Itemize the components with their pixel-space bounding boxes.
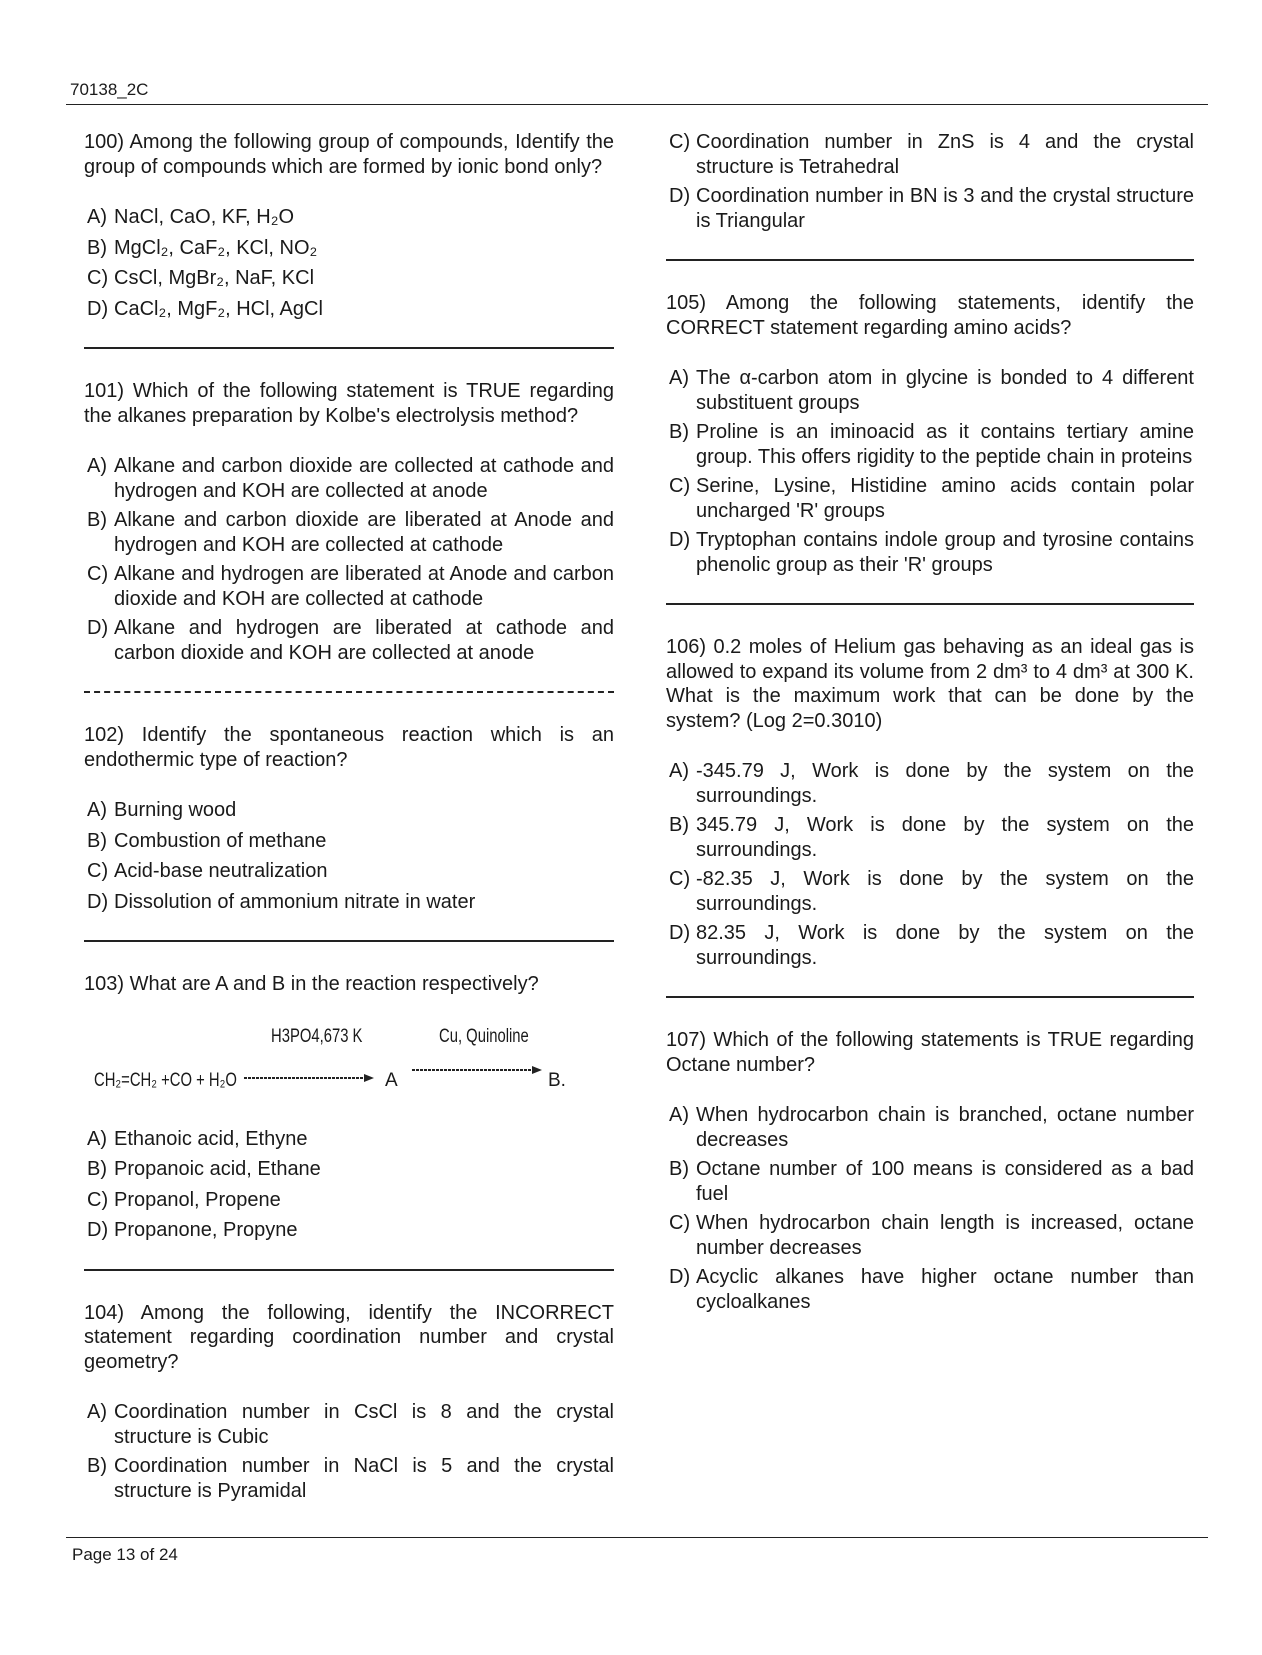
option-text: Propanone, Propyne [114, 1219, 298, 1241]
option-letter: D) [87, 617, 109, 639]
product-a: A [385, 1069, 398, 1091]
option-text: 82.35 J, Work is done by the system on the surroundings. [696, 922, 1194, 969]
reaction-scheme [84, 1025, 614, 1105]
option-letter: A) [87, 455, 107, 477]
option-d [84, 1218, 614, 1243]
option-text: Coordination number in BN is 3 and the crystal structure is Triangular [696, 185, 1194, 232]
option-b [84, 1157, 614, 1182]
option-list [84, 1127, 614, 1243]
option-letter: B) [669, 1158, 689, 1180]
option-list [666, 759, 1194, 970]
option-letter: B) [87, 509, 107, 531]
option-letter: A) [669, 1104, 689, 1126]
option-b [84, 236, 614, 261]
option-letter: D) [669, 529, 691, 551]
option-text: Proline is an iminoacid as it contains tertiary amine group. This offers rigidity to the peptide chain in proteins [696, 421, 1194, 468]
option-text: Alkane and carbon dioxide are collected at cathode and hydrogen and KOH are collected at anode [114, 455, 614, 502]
option-letter: C) [669, 475, 691, 497]
option-a [84, 1127, 614, 1152]
question-stem: 107) Which of the following statements is TRUE regarding Octane number? [666, 1029, 1194, 1076]
question-stem: 102) Identify the spontaneous reaction which is an endothermic type of reaction? [84, 724, 614, 771]
option-d [84, 890, 614, 915]
reaction-condition-2: Cu, Quinoline [439, 1025, 529, 1047]
option-c [666, 474, 1194, 523]
option-text: MgCl₂, CaF₂, KCl, NO₂ [114, 236, 318, 259]
option-text: -82.35 J, Work is done by the system on the surroundings. [696, 868, 1194, 915]
option-letter: C) [87, 1188, 109, 1211]
question-separator [84, 347, 614, 349]
option-text: -345.79 J, Work is done by the system on the surroundings. [696, 760, 1194, 807]
option-text: Coordination number in ZnS is 4 and the crystal structure is Tetrahedral [696, 131, 1194, 178]
option-list [84, 454, 614, 665]
left-column [84, 130, 614, 1508]
question-separator [666, 259, 1194, 261]
option-letter: A) [87, 799, 107, 821]
option-list [84, 798, 614, 914]
footer-rule [66, 1537, 1208, 1538]
option-list [84, 205, 614, 321]
option-letter: B) [87, 236, 107, 259]
option-a [84, 1400, 614, 1449]
option-d [666, 921, 1194, 970]
option-c [84, 1188, 614, 1213]
question-104 [84, 1301, 614, 1504]
option-d [666, 1265, 1194, 1314]
option-text: Alkane and hydrogen are liberated at Anode and carbon dioxide and KOH are collected at cathode [114, 563, 614, 610]
option-c [666, 1211, 1194, 1260]
page-number: Page 13 of 24 [72, 1545, 178, 1564]
option-list [666, 366, 1194, 577]
option-a [666, 366, 1194, 415]
option-letter: C) [87, 860, 109, 882]
option-letter: A) [87, 1401, 107, 1423]
question-stem: 100) Among the following group of compounds, Identify the group of compounds which are formed by ionic bond only? [84, 131, 614, 178]
option-b [666, 420, 1194, 469]
option-text: The α-carbon atom in glycine is bonded to 4 different substituent groups [696, 367, 1194, 414]
option-text: Combustion of methane [114, 829, 327, 852]
question-separator [84, 1269, 614, 1271]
reaction-condition-1: H3PO4,673 K [271, 1025, 363, 1047]
option-b [84, 508, 614, 557]
option-text: NaCl, CaO, KF, H₂O [114, 206, 295, 228]
reaction-arrow-icon [412, 1065, 542, 1075]
option-d [666, 184, 1194, 233]
option-letter: B) [87, 829, 107, 852]
question-stem: 105) Among the following statements, identify the CORRECT statement regarding amino acids? [666, 292, 1194, 339]
option-a [84, 205, 614, 230]
header-rule [66, 104, 1208, 105]
question-103 [84, 972, 614, 1243]
option-c [84, 562, 614, 611]
option-letter: B) [87, 1158, 107, 1180]
option-text: Octane number of 100 means is considered as a bad fuel [696, 1158, 1194, 1205]
option-letter: C) [669, 1212, 691, 1234]
question-stem: 106) 0.2 moles of Helium gas behaving as an ideal gas is allowed to expand its volume from 2 dm³ to 4 dm³ at 300 K. What is the maximum work that can be done by the system? (Log 2=0.3010) [666, 636, 1194, 732]
option-letter: C) [87, 267, 109, 289]
option-list [666, 1103, 1194, 1314]
option-letter: D) [669, 922, 691, 944]
question-105 [666, 291, 1194, 577]
option-text: Burning wood [114, 799, 237, 821]
option-letter: A) [669, 760, 689, 782]
option-c [666, 867, 1194, 916]
option-letter: D) [669, 1266, 691, 1288]
option-letter: D) [87, 890, 109, 913]
right-column [666, 130, 1194, 1319]
option-c [84, 859, 614, 884]
option-letter: B) [669, 814, 689, 836]
option-text: Serine, Lysine, Histidine amino acids contain polar uncharged 'R' groups [696, 475, 1194, 522]
question-106 [666, 635, 1194, 970]
option-letter: A) [87, 1127, 107, 1150]
option-text: Propanol, Propene [114, 1188, 281, 1211]
option-text: When hydrocarbon chain length is increased, octane number decreases [696, 1212, 1194, 1259]
question-separator [84, 940, 614, 942]
option-text: Acyclic alkanes have higher octane number than cycloalkanes [696, 1266, 1194, 1313]
option-list [84, 1400, 614, 1503]
option-text: Dissolution of ammonium nitrate in water [114, 890, 476, 913]
option-b [666, 813, 1194, 862]
option-letter: D) [87, 297, 109, 320]
option-letter: A) [669, 367, 689, 389]
option-letter: A) [87, 206, 107, 228]
question-stem: 103) What are A and B in the reaction respectively? [84, 973, 539, 995]
option-d [84, 616, 614, 665]
option-c [666, 130, 1194, 179]
option-text: Ethanoic acid, Ethyne [114, 1127, 308, 1150]
option-letter: D) [669, 185, 691, 207]
question-107 [666, 1028, 1194, 1314]
reaction-arrow-icon [244, 1073, 374, 1083]
option-text: Alkane and carbon dioxide are liberated at Anode and hydrogen and KOH are collected at cathode [114, 509, 614, 556]
option-text: CaCl₂, MgF₂, HCl, AgCl [114, 297, 323, 320]
option-a [666, 759, 1194, 808]
question-100 [84, 130, 614, 321]
question-stem: 101) Which of the following statement is TRUE regarding the alkanes preparation by Kolbe's electrolysis method? [84, 380, 614, 427]
question-101 [84, 379, 614, 665]
option-b [84, 1454, 614, 1503]
option-c [84, 266, 614, 291]
option-letter: C) [669, 868, 691, 890]
option-letter: B) [87, 1455, 107, 1477]
option-text: Coordination number in NaCl is 5 and the crystal structure is Pyramidal [114, 1455, 614, 1502]
option-text: Tryptophan contains indole group and tyrosine contains phenolic group as their 'R' groups [696, 529, 1194, 576]
option-d [84, 297, 614, 322]
option-d [666, 528, 1194, 577]
option-letter: C) [669, 131, 691, 153]
option-letter: B) [669, 421, 689, 443]
option-letter: D) [87, 1219, 109, 1241]
option-text: When hydrocarbon chain is branched, octane number decreases [696, 1104, 1194, 1151]
option-text: CsCl, MgBr₂, NaF, KCl [114, 267, 315, 289]
option-text: Coordination number in CsCl is 8 and the crystal structure is Cubic [114, 1401, 614, 1448]
option-text: Propanoic acid, Ethane [114, 1158, 321, 1180]
option-a [84, 454, 614, 503]
option-letter: C) [87, 563, 109, 585]
option-text: 345.79 J, Work is done by the system on the surroundings. [696, 814, 1194, 861]
option-b [666, 1157, 1194, 1206]
option-list-continued [666, 130, 1194, 233]
option-text: Acid-base neutralization [114, 860, 328, 882]
product-b: B. [548, 1069, 566, 1091]
option-a [666, 1103, 1194, 1152]
question-separator [666, 996, 1194, 998]
question-stem: 104) Among the following, identify the INCORRECT statement regarding coordination number and crystal geometry? [84, 1301, 614, 1373]
reactants: CH₂=CH₂ +CO + H₂O [94, 1069, 237, 1091]
option-b [84, 829, 614, 854]
document-code: 70138_2C [70, 80, 149, 99]
option-text: Alkane and hydrogen are liberated at cathode and carbon dioxide and KOH are collected at anode [114, 617, 614, 664]
question-separator [666, 603, 1194, 605]
question-102 [84, 723, 614, 914]
question-separator [84, 691, 614, 693]
option-a [84, 798, 614, 823]
